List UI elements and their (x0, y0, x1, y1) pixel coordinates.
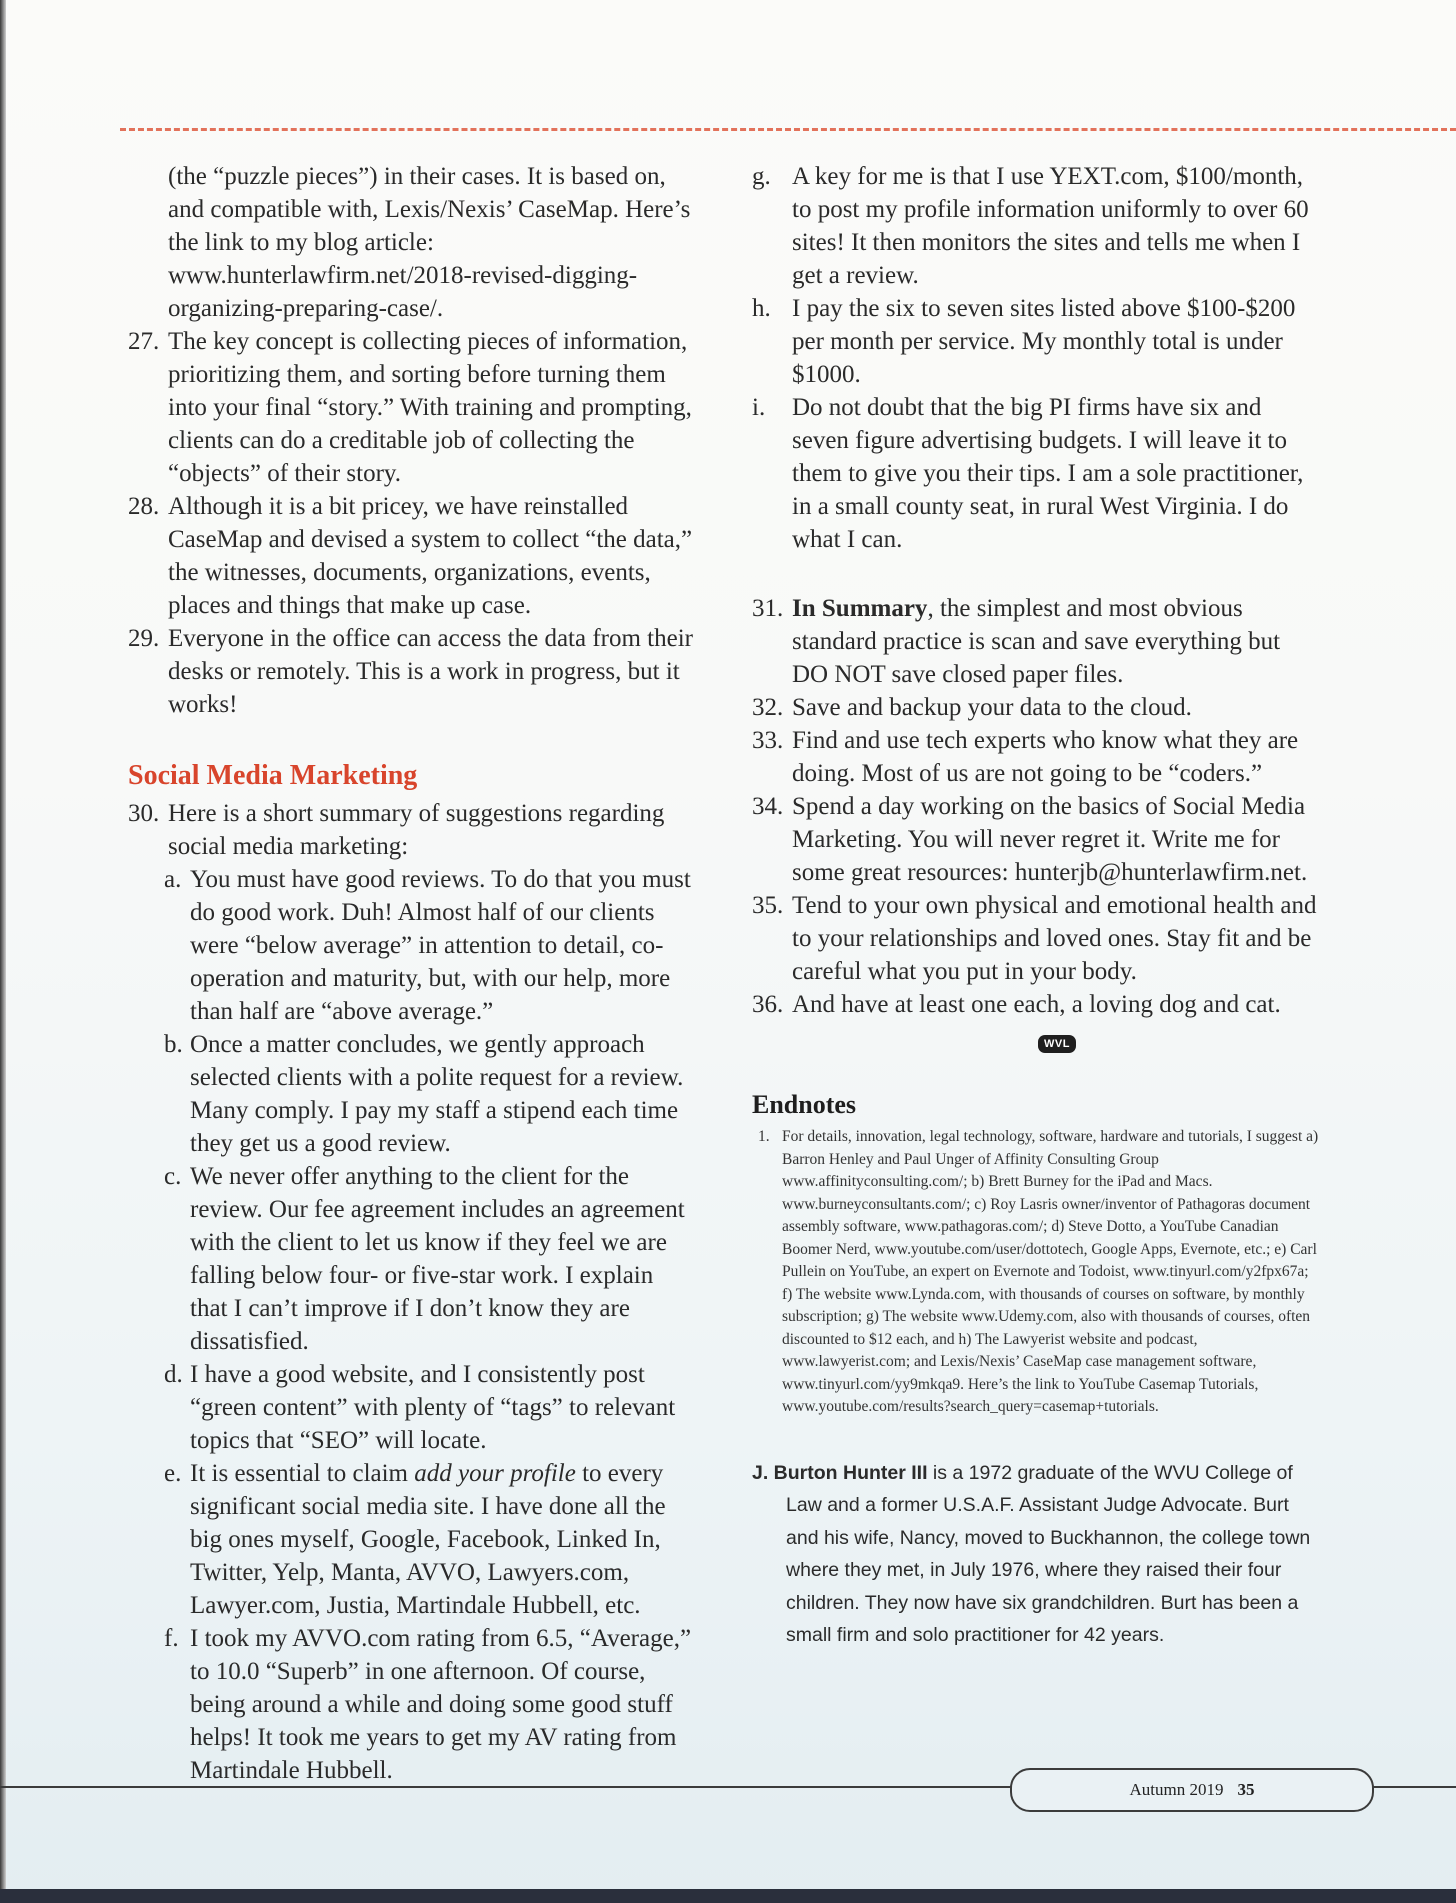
sub-item-e (128, 1457, 694, 1622)
list-item-30 (128, 797, 694, 863)
sub-text: Once a matter concludes, we gently approach selected clients with a polite request for a review. Many comply. I pay my staff a stipend each time they get us a good review. (190, 1031, 684, 1157)
endnote-number: 1. (758, 1128, 770, 1145)
sub-text: I pay the six to seven sites listed above $100-$200 per month per service. My monthly total is under $1000. (792, 295, 1296, 388)
spacer (752, 556, 1322, 592)
sub-letter: f. (164, 1625, 179, 1652)
sub-text: I have a good website, and I consistently post “green content” with plenty of “tags” to relevant topics that “SEO” will locate. (190, 1361, 676, 1454)
item-number: 27. (128, 328, 160, 355)
issue-label: Autumn 2019 (1129, 1780, 1224, 1799)
item-number: 35. (752, 892, 784, 919)
list-item-36 (752, 988, 1322, 1021)
sub-text-before: It is essential to claim (190, 1460, 415, 1487)
list-item-28 (128, 490, 694, 622)
sub-text: Do not doubt that the big PI firms have six and seven figure advertising budgets. I will leave it to them to give you their tips. I am a sole practitioner, in a small county seat, in rural West Virginia. I do what I can. (792, 394, 1304, 553)
section-heading-social-media: Social Media Marketing (128, 760, 418, 791)
sub-letter: h. (752, 295, 771, 322)
end-mark-wrap (752, 1023, 1322, 1056)
list-item-35 (752, 889, 1322, 988)
author-bio-text: is a 1972 graduate of the WVU College of Law and a former U.S.A.F. Assistant Judge Advocate. Burt and his wife, Nancy, moved to Buckhannon, the college town where they met, in July 1976, where they raised their four children. They now have six grandchildren. Burt has been a small firm and solo practitioner for 42 years. (786, 1461, 1311, 1646)
sub-letter: i. (752, 394, 766, 421)
author-name: J. Burton Hunter III (752, 1461, 928, 1484)
sub-letter: b. (164, 1031, 183, 1058)
item-number: 29. (128, 625, 160, 652)
footer-tab (1010, 1768, 1374, 1812)
wvl-end-badge: WVL (1038, 1035, 1076, 1053)
item-text: Find and use tech experts who know what they are doing. Most of us are not going to be “coders.” (792, 727, 1299, 787)
list-item-33 (752, 724, 1322, 790)
item-text: The key concept is collecting pieces of information, prioritizing them, and sorting before turning them into your final “story.” With training and prompting, clients can do a creditable job of collecting the “objects” of their story. (168, 328, 692, 487)
top-dashed-rule (120, 128, 1456, 131)
intro-continuation: (the “puzzle pieces”) in their cases. It is based on, and compatible with, Lexis/Nexis’ CaseMap. Here’s the link to my blog article: www.hunterlawfirm.net/2018-revised-digging-organizing-preparing-case/. (168, 163, 691, 322)
item-number: 32. (752, 694, 784, 721)
sub-letter: a. (164, 866, 182, 893)
item-number: 31. (752, 595, 784, 622)
list-item-31 (752, 592, 1322, 691)
item-text: Save and backup your data to the cloud. (792, 694, 1192, 721)
sub-text: I took my AVVO.com rating from 6.5, “Average,” to 10.0 “Superb” in one afternoon. Of course, being around a while and doing some good stuff helps! It took me years to get my AV rating from Martindale Hubbell. (190, 1625, 692, 1784)
item-number: 30. (128, 800, 160, 827)
sub-letter: e. (164, 1460, 182, 1487)
sub-item-h (752, 292, 1322, 391)
item-number: 28. (128, 493, 160, 520)
list-item-27 (128, 325, 694, 490)
right-column (752, 160, 1322, 1652)
sub-item-i (752, 391, 1322, 556)
page-number: 35 (1237, 1780, 1255, 1799)
sub-letter: d. (164, 1361, 183, 1388)
scan-bottom-edge (0, 1889, 1456, 1903)
sub-letter: c. (164, 1163, 182, 1190)
list-item-34 (752, 790, 1322, 889)
list-item-32 (752, 691, 1322, 724)
item-number: 33. (752, 727, 784, 754)
sub-letter: g. (752, 163, 771, 190)
sub-text: We never offer anything to the client for the review. Our fee agreement includes an agreement with the client to let us know if they feel we are falling below four- or five-star work. I explain that I can’t improve if I don’t know they are dissatisfied. (190, 1163, 685, 1355)
item-number: 36. (752, 991, 784, 1018)
spacer (752, 1056, 1322, 1090)
item-text: , the simplest and most obvious standard practice is scan and save everything but DO NOT save closed paper files. (792, 595, 1281, 688)
sub-text-after: to every significant social media site. I have done all the big ones myself, Google, Facebook, Linked In, Twitter, Yelp, Manta, AVVO, Lawyers.com, Lawyer.com, Justia, Martindale Hubbell, etc. (190, 1460, 666, 1619)
item-number: 34. (752, 793, 784, 820)
item-text: Here is a short summary of suggestions regarding social media marketing: (168, 800, 665, 860)
item-text: Tend to your own physical and emotional health and to your relationships and loved ones. Stay fit and be careful what you put in your body. (792, 892, 1317, 985)
sub-item-g (752, 160, 1322, 292)
sub-item-b (128, 1028, 694, 1160)
summary-bold-lead: In Summary (792, 595, 928, 622)
sub-text: You must have good reviews. To do that you must do good work. Duh! Almost half of our clients were “below average” in attention to detail, co-operation and maturity, but, with our help, more than half are “above average.” (190, 866, 691, 1025)
endnote-text: For details, innovation, legal technology, software, hardware and tutorials, I suggest a) Barron Henley and Paul Unger of Affinity Consulting Group www.affinityconsulting.com/; b) Brett Burney for the iPad and Macs. www.burneyconsultants.com/; c) Roy Lasris owner/inventor of Pathagoras document assembly software, www.pathagoras.com/; d) Steve Dotto, a YouTube Canadian Boomer Nerd, www.youtube.com/user/dottotech, Google Apps, Evernote, etc.; e) Carl Pullein on YouTube, an expert on Evernote and Todoist, www.tinyurl.com/y2fpx67a; f) The website www.Lynda.com, with thousands of courses on software, by monthly subscription; g) The website www.Udemy.com, also with thousands of courses, often discounted to $12 each, and h) The Lawyerist website and podcast, www.lawyerist.com; and Lexis/Nexis’ CaseMap case management software, www.tinyurl.com/yy9mkqa9. Here’s the link to YouTube Casemap Tutorials, www.youtube.com/results?search_query=casemap+tutorials. (782, 1128, 1319, 1415)
item-text: And have at least one each, a loving dog and cat. (792, 991, 1281, 1018)
endnotes-heading: Endnotes (752, 1090, 857, 1119)
sub-item-f (128, 1622, 694, 1787)
sub-item-d (128, 1358, 694, 1457)
endnote-1 (752, 1126, 1322, 1419)
left-column (128, 160, 694, 1787)
sub-text: A key for me is that I use YEXT.com, $100/month, to post my profile information uniformly to over 60 sites! It then monitors the sites and tells me when I get a review. (792, 163, 1309, 289)
page-binding-edge (0, 0, 6, 1903)
item-text: Spend a day working on the basics of Social Media Marketing. You will never regret it. Write me for some great resources: hunterjb@hunterlawfirm.net. (792, 793, 1308, 886)
sub-text-italic: add your profile (414, 1460, 576, 1487)
sub-item-c (128, 1160, 694, 1358)
item-text: Although it is a bit pricey, we have reinstalled CaseMap and devised a system to collect “the data,” the witnesses, documents, organizations, events, places and things that make up case. (168, 493, 693, 619)
item-text: Everyone in the office can access the data from their desks or remotely. This is a work in progress, but it works! (168, 625, 693, 718)
sub-item-a (128, 863, 694, 1028)
author-bio (752, 1457, 1322, 1652)
list-item-29 (128, 622, 694, 721)
spacer (752, 1419, 1322, 1457)
